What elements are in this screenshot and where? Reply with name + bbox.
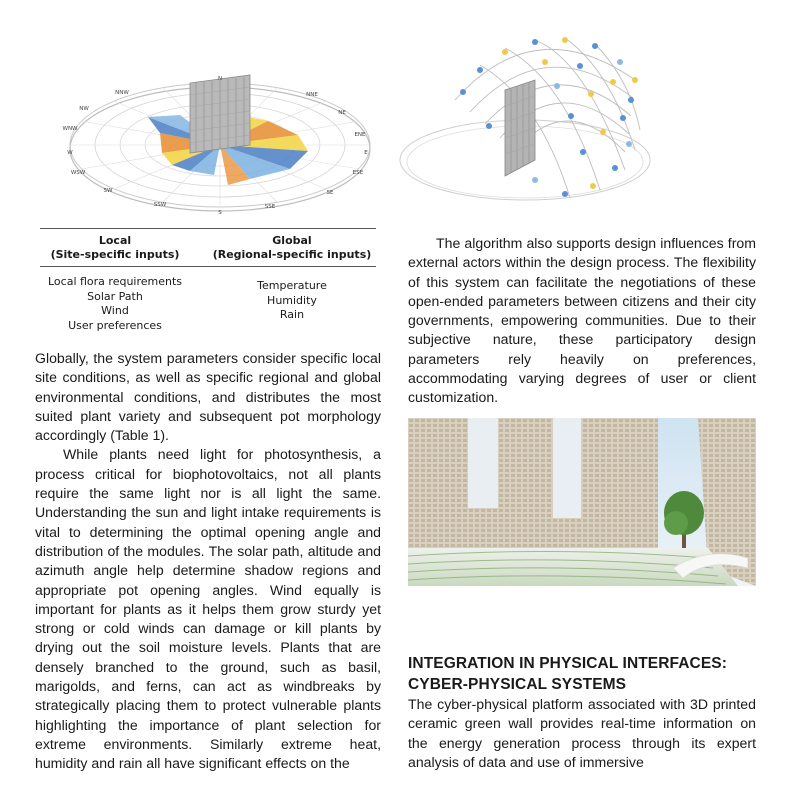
rose-label-ne: NE — [338, 110, 346, 116]
table-cell: Temperature — [257, 279, 327, 292]
wind-rose-figure — [40, 70, 380, 220]
table-header-local — [40, 234, 190, 262]
rose-label-e: E — [364, 150, 368, 156]
rose-label-wsw: WSW — [70, 170, 86, 176]
rose-label-nne: NNE — [306, 92, 318, 98]
rose-label-ssw: SSW — [153, 202, 167, 208]
rose-label-w: W — [67, 150, 73, 156]
table-header-global-subtitle: (Regional-specific inputs) — [212, 248, 372, 261]
table-cell: Rain — [279, 308, 305, 321]
table-cell: Wind — [101, 304, 129, 317]
table-cell: Local flora requirements — [47, 275, 183, 288]
table-header-rule — [40, 266, 376, 267]
body-paragraph: Globally, the system parameters consider specific local site conditions, as well as specific regional and global environmental conditions, and distributes the most suited plant variety and subsequent pot morphology accordingly (Table 1). — [35, 350, 381, 444]
body-paragraph: The cyber-physical platform associated with 3D printed ceramic green wall provides real-time information on the energy generation process through its expert analysis of data and use of immersive — [408, 696, 756, 770]
table-global-items — [208, 279, 376, 323]
table-cell: User preferences — [68, 318, 162, 332]
table-header-global — [208, 234, 376, 262]
rendering-image — [408, 418, 756, 586]
table-cell: Humidity — [267, 293, 317, 307]
rose-label-ese: ESE — [352, 170, 364, 176]
table-header-local-title: Local — [98, 234, 132, 247]
table-header-global-title: Global — [272, 234, 312, 247]
rose-label-se: SE — [326, 190, 334, 196]
sun-path-dome — [385, 20, 670, 220]
section-heading-line: CYBER-PHYSICAL SYSTEMS — [408, 676, 627, 693]
sun-path-dome-figure — [385, 20, 670, 220]
rose-label-nw: NW — [79, 106, 89, 112]
section-text-column — [408, 695, 756, 772]
table-cell: Solar Path — [87, 289, 143, 303]
table-local-items — [40, 275, 190, 333]
dome-wall-module — [505, 80, 535, 176]
left-text-column — [35, 349, 381, 774]
table-top-rule — [40, 228, 376, 229]
rose-label-nnw: NNW — [115, 90, 129, 96]
rose-label-s: S — [218, 210, 222, 216]
body-paragraph: The algorithm also supports design influences from external actors within the design process. The flexibility of this system can facilitate the negotiations of these open-ended parameters between citizens and their city governments, empowering communities. Due to their subjective nature, these participatory design parameters rely heavily on preferences, accommodating varying degrees of user or client customization. — [408, 235, 756, 406]
wind-rose-diagram — [40, 70, 380, 220]
green-wall-rendering — [408, 418, 756, 586]
body-paragraph: While plants need light for photosynthesis, a process critical for biophotovoltaics, not all plants require the same light nor is all light the same. Understanding the sun and light intake requirements is vital to determining the optimal opening angle and distribution of the modules. The solar path, altitude and azimuth angle help determine shadow regions and appropriate pot opening angles. Wind equally is important for plants as it helps them grow sturdy yet strong or cold winds can damage or kill plants by drying out the soil moisture levels. Plants that are densely branched to the ground, such as basil, marigolds, and ferns, can act as windbreaks by strategically placing them to protect vulnerable plants highlighting the importance of plant selection for extreme environments. Similarly extreme heat, humidity and rain all have significant effects on the — [35, 446, 381, 772]
dome-nodes — [460, 37, 638, 197]
rose-label-sse: SSE — [264, 204, 276, 210]
rose-label-n: N — [217, 76, 223, 82]
wall-module — [190, 75, 250, 153]
table-header-local-subtitle: (Site-specific inputs) — [50, 248, 180, 261]
rose-label-wnw: WNW — [62, 126, 78, 132]
section-heading-line: INTEGRATION IN PHYSICAL INTERFACES: — [408, 655, 727, 672]
section-heading — [408, 653, 758, 695]
right-text-column — [408, 234, 756, 408]
rose-label-ene: ENE — [354, 132, 366, 138]
rose-label-sw: SW — [103, 188, 113, 194]
